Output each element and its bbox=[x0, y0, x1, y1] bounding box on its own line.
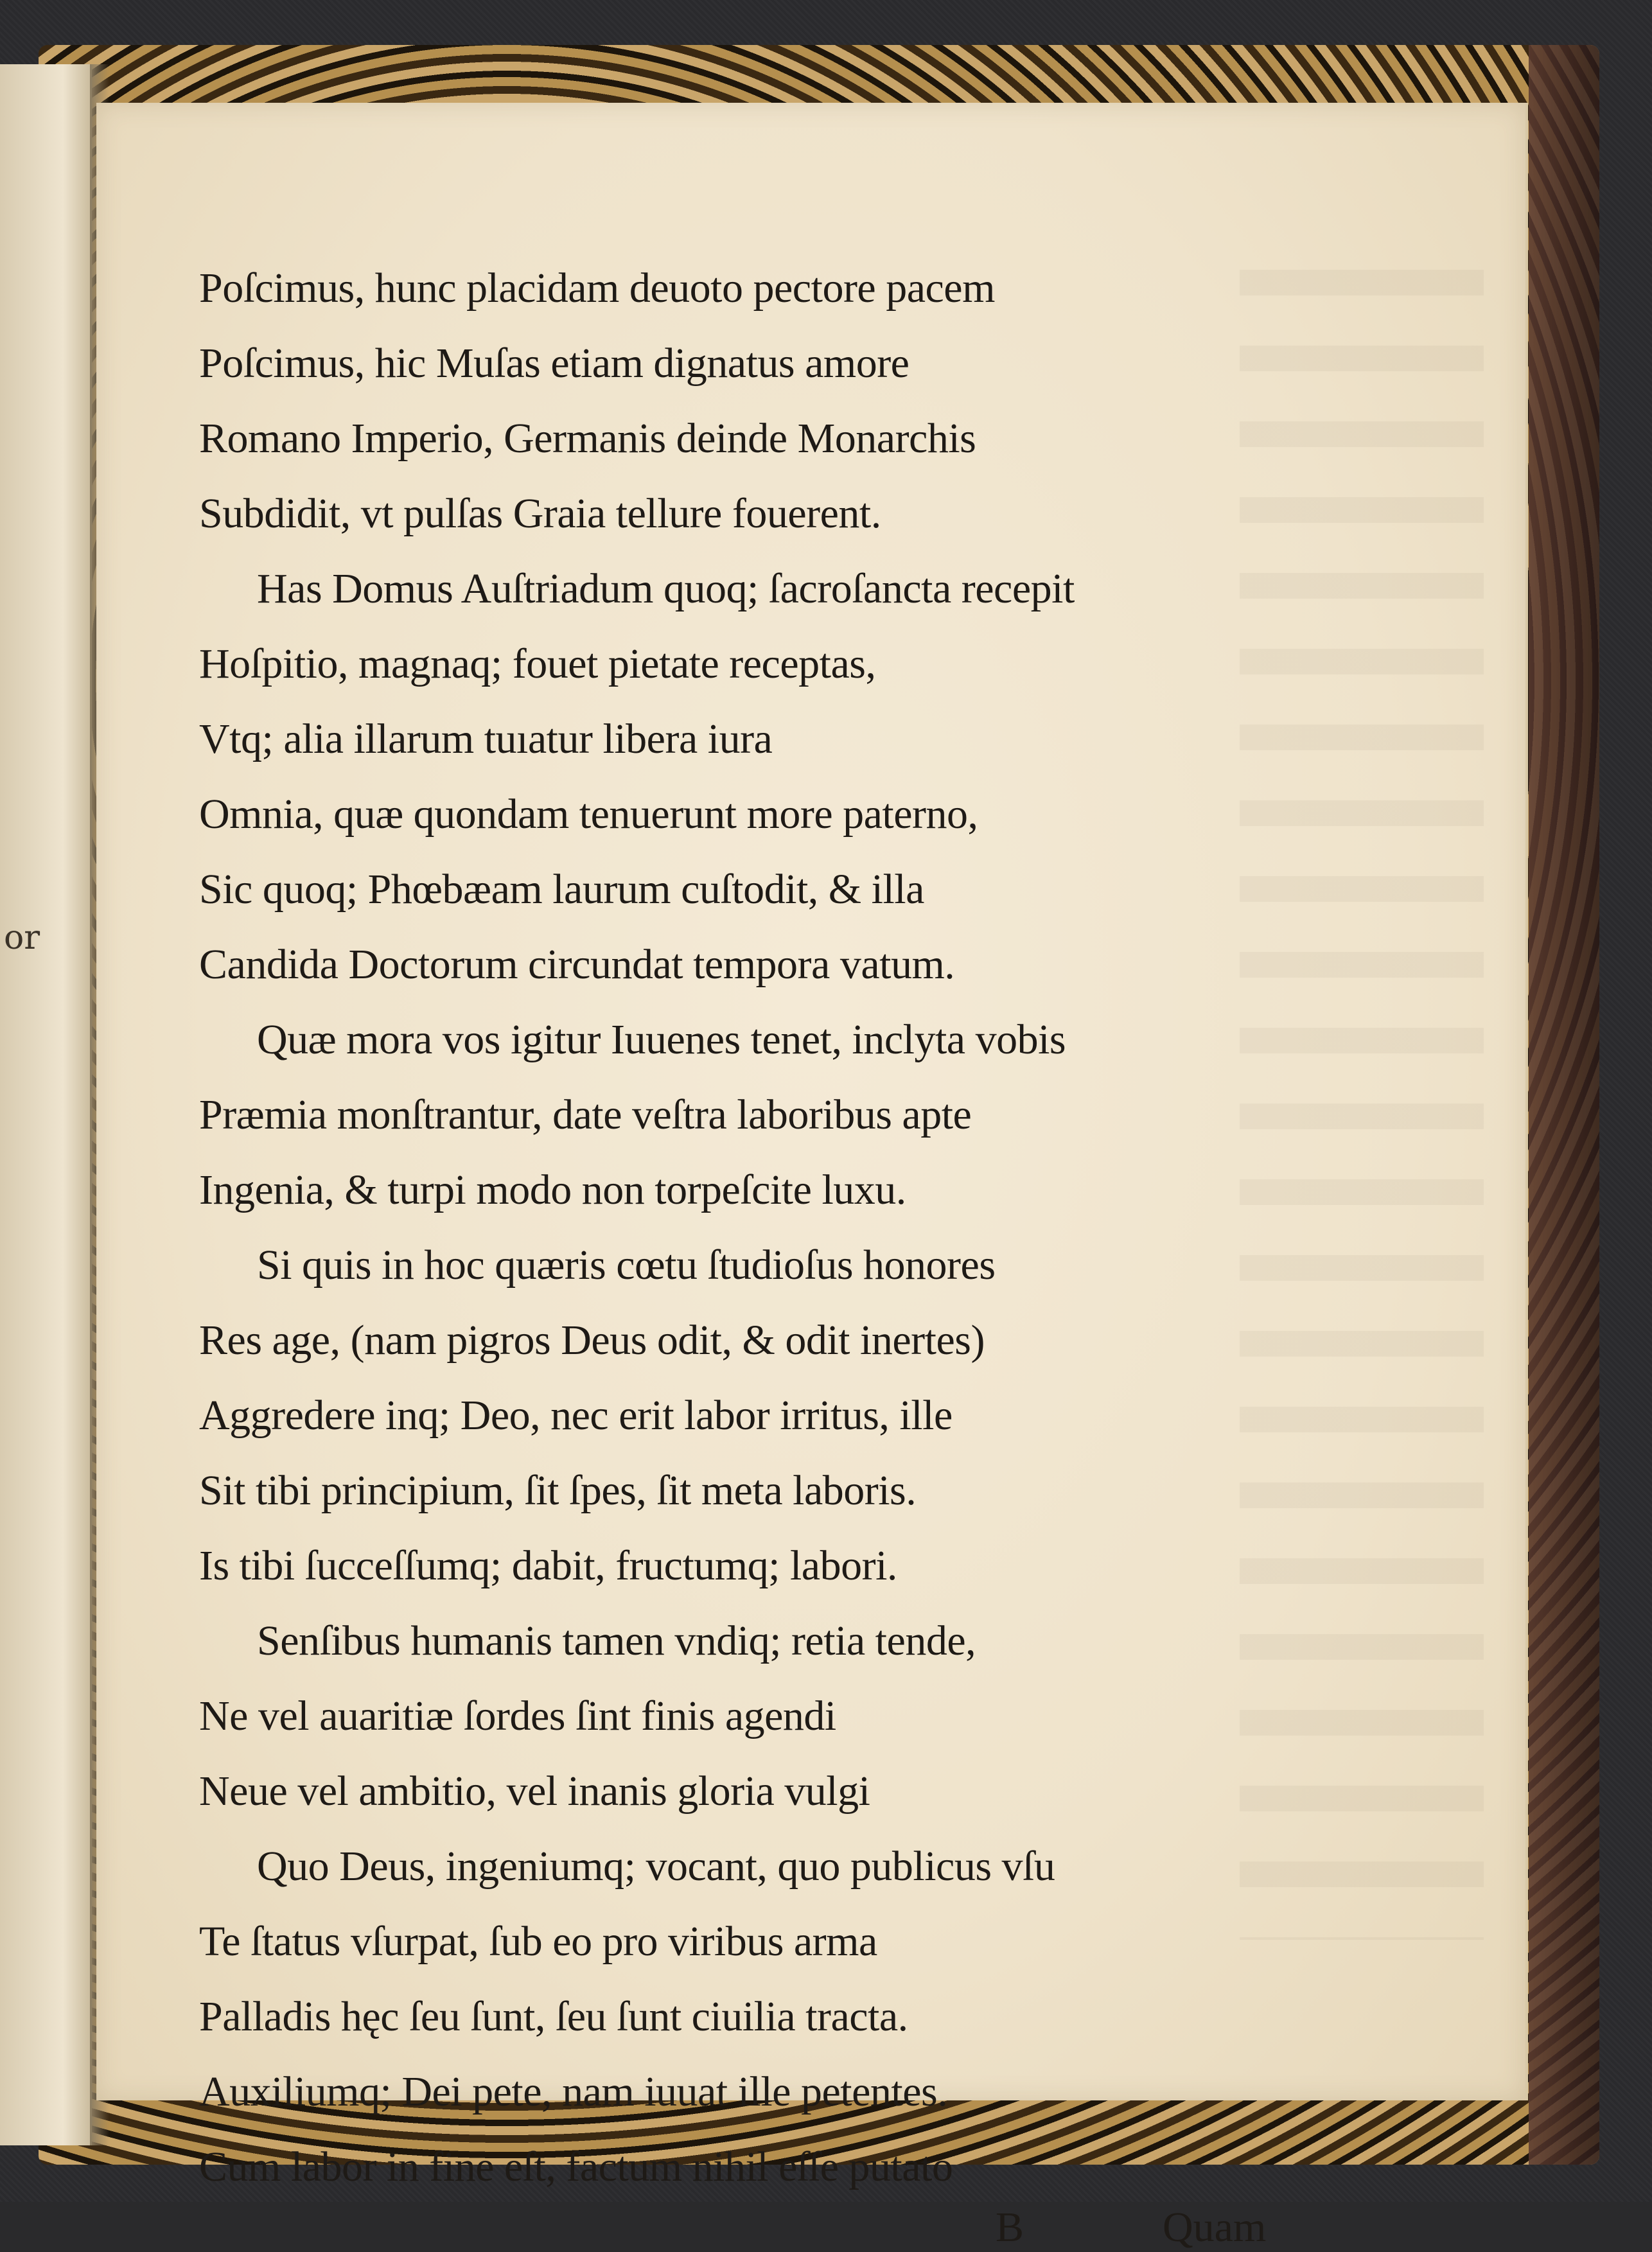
signature-mark: B bbox=[996, 2204, 1024, 2251]
poem-line: Cum labor in fine eſt, factum nihil eſſe putato bbox=[199, 2143, 953, 2190]
poem-line: Has Domus Auſtriadum quoq; ſacroſancta recepit bbox=[257, 565, 1075, 612]
catchword: Quam bbox=[1163, 2204, 1267, 2251]
leather-cover-edge bbox=[1529, 45, 1599, 2165]
poem-line: Neue vel ambitio, vel inanis gloria vulgi bbox=[199, 1768, 870, 1815]
poem-line: Te ſtatus vſurpat, ſub eo pro viribus arma bbox=[199, 1918, 877, 1965]
book-page bbox=[96, 103, 1528, 2251]
previous-page-edge bbox=[0, 64, 92, 2145]
poem-line: Poſcimus, hic Muſas etiam dignatus amore bbox=[199, 340, 909, 387]
poem-line: Ingenia, & turpi modo non torpeſcite luxu. bbox=[199, 1166, 906, 1213]
poem-line: Præmia monſtrantur, date veſtra laboribus apte bbox=[199, 1091, 972, 1138]
poem-line: Quæ mora vos igitur Iuuenes tenet, inclyta vobis bbox=[257, 1016, 1066, 1063]
poem-line: Sic quoq; Phœbæam laurum cuſtodit, & illa bbox=[199, 866, 924, 913]
poem-line: Aggredere inq; Deo, nec erit labor irritus, ille bbox=[199, 1392, 953, 1439]
poem-line: Hoſpitio, magnaq; fouet pietate receptas, bbox=[199, 640, 876, 687]
poem-line: Senſibus humanis tamen vndiq; retia tende, bbox=[257, 1617, 976, 1664]
poem-line: Subdidit, vt pulſas Graia tellure fouerent. bbox=[199, 490, 881, 537]
poem-line: Poſcimus, hunc placidam deuoto pectore pacem bbox=[199, 265, 995, 312]
poem-line: Vtq; alia illarum tuıatur libera iura bbox=[199, 716, 773, 762]
poem-text-block bbox=[199, 251, 1291, 2204]
poem-line: Palladis hęc ſeu ſunt, ſeu ſunt ciuilia tracta. bbox=[199, 1993, 908, 2040]
poem-line: Auxiliumq; Dei pete, nam iuuat ille petentes. bbox=[199, 2068, 948, 2115]
poem-line: Res age, (nam pigros Deus odit, & odit inertes) bbox=[199, 1317, 985, 1364]
poem-line: Si quis in hoc quæris cœtu ſtudioſus honores bbox=[257, 1242, 996, 1289]
previous-page-fragment: or bbox=[4, 919, 40, 957]
poem-line: Candida Doctorum circundat tempora vatum. bbox=[199, 941, 955, 988]
poem-line: Quo Deus, ingeniumq; vocant, quo publicus vſu bbox=[257, 1843, 1055, 1890]
poem-line: Romano Imperio, Germanis deinde Monarchis bbox=[199, 415, 976, 462]
poem-line: Ne vel auaritiæ ſordes ſint finis agendi bbox=[199, 1693, 836, 1739]
poem-line: Sit tibi principium, ſit ſpes, ſit meta laboris. bbox=[199, 1467, 917, 1514]
poem-line: Is tibi ſucceſſumq; dabit, fructumq; labori. bbox=[199, 1542, 897, 1589]
poem-line: Omnia, quæ quondam tenuerunt more paterno, bbox=[199, 791, 978, 838]
